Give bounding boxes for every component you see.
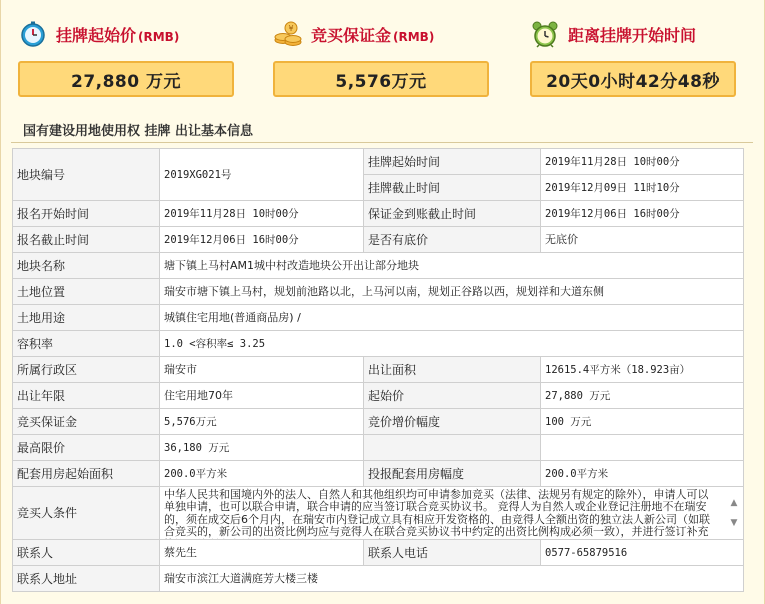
phone-value: 0577-65879516 (541, 540, 744, 566)
reg-start-value: 2019年11月28日 10时00分 (160, 201, 364, 227)
max-price-label: 最高限价 (13, 435, 160, 461)
deposit-deadline-label: 保证金到账截止时间 (364, 201, 541, 227)
table-row (13, 435, 744, 461)
contact-value: 蔡先生 (160, 540, 364, 566)
bid-deposit-label: 竞买保证金 (13, 409, 160, 435)
section-divider (11, 142, 753, 143)
contact-label: 联系人 (13, 540, 160, 566)
term-label: 出让年限 (13, 383, 160, 409)
reserve-value: 无底价 (541, 227, 744, 253)
phone-label: 联系人电话 (364, 540, 541, 566)
reg-end-value: 2019年12月06日 16时00分 (160, 227, 364, 253)
address-label: 联系人地址 (13, 566, 160, 592)
empty-label-cell (364, 435, 541, 461)
deposit-summary (273, 14, 493, 92)
location-label: 土地位置 (13, 279, 160, 305)
start-price-value: 27,880 万元 (18, 61, 234, 97)
land-use-value: 城镇住宅用地(普通商品房) / (160, 305, 744, 331)
start-price-summary (18, 14, 238, 92)
conditions-text[interactable]: 中华人民共和国境内外的法人、自然人和其他组织均可申请参加竞买（法律、法规另有规定的除外），申请人可以单独申请，也可以联合申请，联合申请的应当签订联合竞买协议书。 竞得人为自然人或企业登记注册地不在瑞安的，须在成交后6个月内，在瑞安市内登记成立具有相应开发资格的、由竞得人全额出资的独立法人新公司（如联合竞买的，新公司的出资比例均应与竞得人在联合竞买协议书中约定的出资比例构成必须一致），并进行签订补充 (164, 487, 710, 538)
far-label: 容积率 (13, 331, 160, 357)
start-price-cell: 27,880 万元 (541, 383, 744, 409)
parcel-no-value: 2019XG021号 (160, 149, 364, 201)
far-value: 1.0 <容积率≤ 3.25 (160, 331, 744, 357)
table-row (13, 540, 744, 566)
deposit-value: 5,576万元 (273, 61, 489, 97)
svg-text:¥: ¥ (288, 24, 294, 33)
land-info-table (12, 148, 744, 592)
max-price-value: 36,180 万元 (160, 435, 364, 461)
table-row (13, 305, 744, 331)
conditions-label: 竞买人条件 (13, 487, 160, 540)
table-row (13, 279, 744, 305)
area-label: 出让面积 (364, 357, 541, 383)
table-row (13, 566, 744, 592)
reserve-label: 是否有底价 (364, 227, 541, 253)
deposit-deadline-value: 2019年12月06日 16时00分 (541, 201, 744, 227)
table-row (13, 149, 744, 175)
housing-start-label: 配套用房起始面积 (13, 461, 160, 487)
stopwatch-icon (18, 19, 48, 49)
listing-start-value: 2019年11月28日 10时00分 (541, 149, 744, 175)
start-price-label: 起始价 (364, 383, 541, 409)
conditions-scrollbar[interactable] (727, 489, 741, 537)
increment-value: 100 万元 (541, 409, 744, 435)
table-row (13, 331, 744, 357)
conditions-cell (160, 487, 744, 540)
table-row (13, 201, 744, 227)
term-value: 住宅用地70年 (160, 383, 364, 409)
increment-label: 竞价增价幅度 (364, 409, 541, 435)
parcel-name-label: 地块名称 (13, 253, 160, 279)
table-row (13, 357, 744, 383)
table-row (13, 461, 744, 487)
countdown-summary (530, 14, 750, 92)
land-use-label: 土地用途 (13, 305, 160, 331)
empty-value-cell (541, 435, 744, 461)
listing-end-label: 挂牌截止时间 (364, 175, 541, 201)
listing-start-label: 挂牌起始时间 (364, 149, 541, 175)
listing-end-value: 2019年12月09日 11时10分 (541, 175, 744, 201)
start-price-title: 挂牌起始价 (RMB) (56, 25, 180, 45)
housing-increment-label: 投报配套用房幅度 (364, 461, 541, 487)
table-row (13, 227, 744, 253)
table-row (13, 383, 744, 409)
address-value: 瑞安市滨江大道满庭芳大楼三楼 (160, 566, 744, 592)
housing-start-value: 200.0平方米 (160, 461, 364, 487)
chevron-down-icon[interactable]: ▼ (730, 518, 738, 528)
table-row (13, 487, 744, 540)
parcel-no-label: 地块编号 (13, 149, 160, 201)
section-title: 国有建设用地使用权 挂牌 出让基本信息 (23, 124, 254, 139)
reg-start-label: 报名开始时间 (13, 201, 160, 227)
table-row (13, 409, 744, 435)
district-value: 瑞安市 (160, 357, 364, 383)
alarm-clock-icon (530, 19, 560, 49)
chevron-up-icon[interactable]: ▲ (730, 498, 738, 508)
summary-bar (1, 0, 765, 112)
reg-end-label: 报名截止时间 (13, 227, 160, 253)
housing-increment-value: 200.0平方米 (541, 461, 744, 487)
bid-deposit-value: 5,576万元 (160, 409, 364, 435)
countdown-value: 20天0小时42分48秒 (530, 61, 736, 97)
district-label: 所属行政区 (13, 357, 160, 383)
location-value: 瑞安市塘下镇上马村，规划前池路以北，上马河以南，规划正谷路以西，规划祥和大道东侧 (160, 279, 744, 305)
area-value: 12615.4平方米（18.923亩） (541, 357, 744, 383)
coins-icon (273, 19, 303, 49)
deposit-title: 竞买保证金 (RMB) (311, 25, 435, 45)
parcel-name-value: 塘下镇上马村AM1城中村改造地块公开出让部分地块 (160, 253, 744, 279)
countdown-title: 距离挂牌开始时间 (568, 25, 697, 45)
table-row (13, 253, 744, 279)
